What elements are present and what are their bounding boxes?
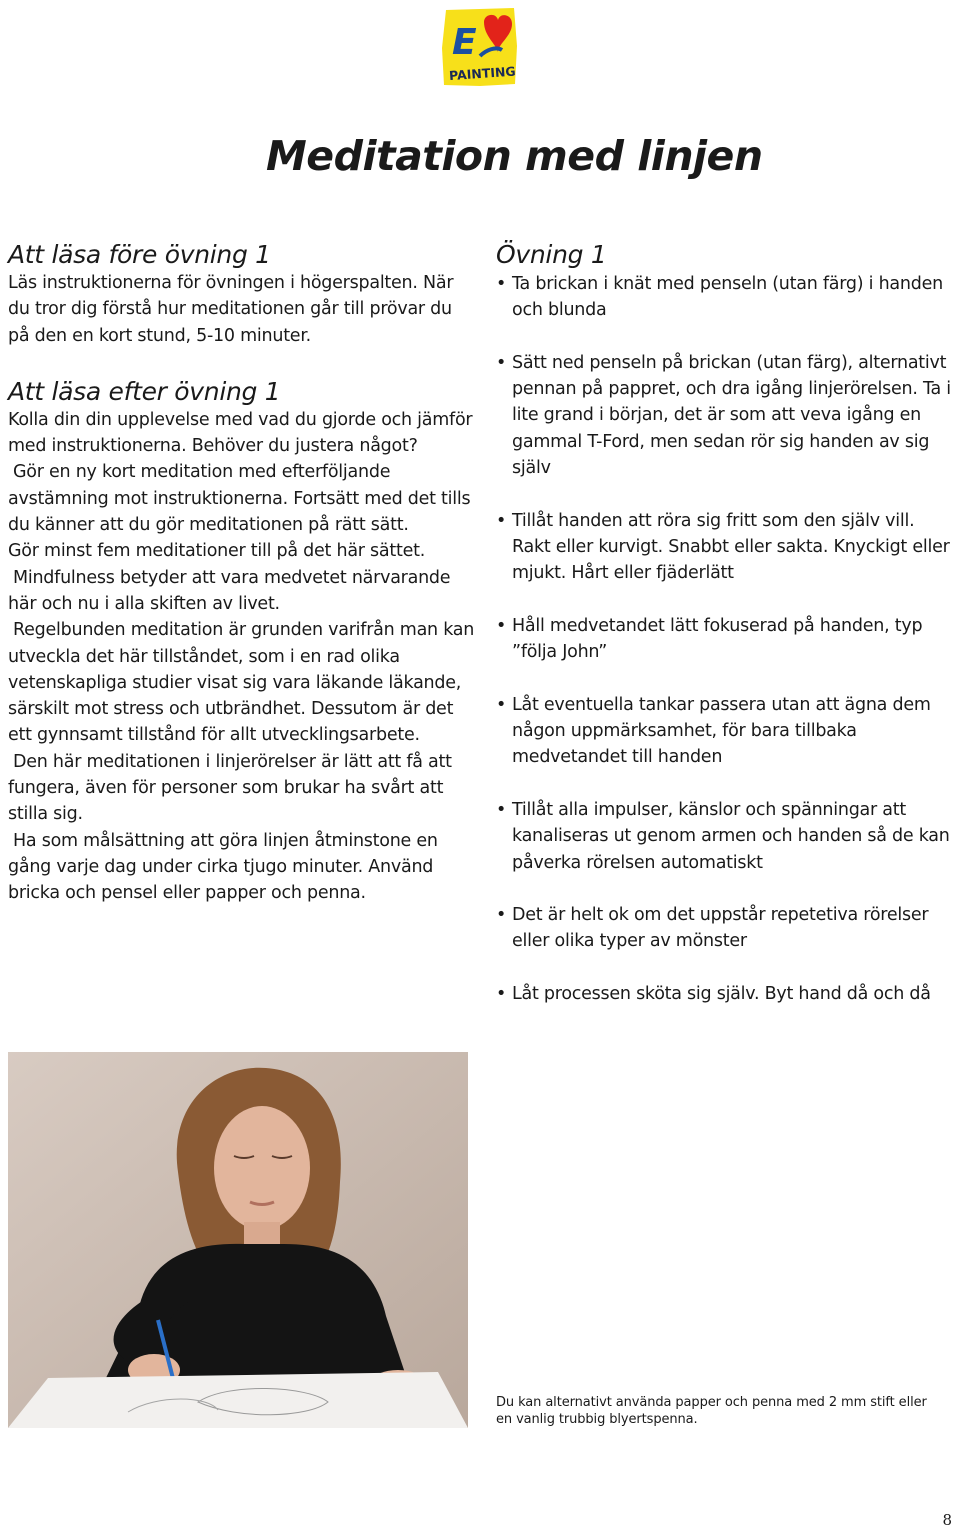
paragraph-mindfulness: Mindfulness betyder att vara medvetet närvarande här och nu i alla skiften av livet.	[8, 567, 451, 614]
paragraph-regular-meditation: Regelbunden meditation är grunden varifrån man kan utveckla det här tillståndet, som i en rad olika vetenskapliga studier visat sig vara läkande läkande, särskilt mot stress och utbrändhet. Dessutom är det ett gynnsamt tillstånd för allt utvecklingsarbete.	[8, 620, 475, 746]
list-item-text: Håll medvetandet lätt fokuserad på handen, typ ”följa John”	[512, 615, 923, 663]
list-item	[496, 271, 956, 324]
exercise-steps-list	[496, 271, 956, 1007]
paragraph-five-meditations: Gör minst fem meditationer till på det här sättet.	[8, 541, 426, 562]
list-item-text: Låt processen sköta sig själv. Byt hand då och då	[512, 984, 931, 1005]
list-item-text: Tillåt handen att röra sig fritt som den själv vill. Rakt eller kurvigt. Snabbt eller sakta. Knyckigt eller mjukt. Hårt eller fjäderlätt	[512, 510, 950, 584]
ec-painting-logo	[440, 6, 520, 88]
list-item	[496, 508, 956, 587]
bullet-icon: •	[496, 799, 507, 820]
bullet-icon: •	[496, 510, 507, 531]
bullet-icon: •	[496, 905, 507, 926]
list-item	[496, 797, 956, 876]
heading-before-exercise: Att läsa före övning 1	[8, 240, 271, 269]
svg-text:E: E	[452, 22, 477, 63]
heading-exercise-1: Övning 1	[496, 240, 607, 269]
photo-illustration	[8, 1052, 468, 1428]
list-item	[496, 613, 956, 666]
paragraph-line-meditation: Den här meditationen i linjerörelser är lätt att få att fungera, även för personer som brukar ha svårt att stilla sig.	[8, 751, 452, 825]
logo-graphic	[440, 6, 520, 88]
list-item-text: Tillåt alla impulser, känslor och spänningar att kanaliseras ut genom armen och handen så de kan påverka rörelsen automatiskt	[512, 799, 950, 873]
list-item	[496, 350, 956, 481]
list-item	[496, 692, 956, 771]
heading-after-exercise: Att läsa efter övning 1	[8, 376, 281, 406]
list-item-text: Det är helt ok om det uppstår repetetiva rörelser eller olika typer av mönster	[512, 905, 929, 952]
right-column	[496, 240, 956, 1034]
paragraph-compare: Kolla din din upplevelse med vad du gjorde och jämför med instruktionerna. Behöver du justera något?	[8, 409, 473, 457]
left-column	[8, 240, 478, 907]
bullet-icon: •	[496, 352, 507, 373]
photo-caption: Du kan alternativt använda papper och penna med 2 mm stift eller en vanlig trubbig blyertspenna.	[496, 1395, 927, 1427]
bullet-icon: •	[496, 984, 507, 1005]
list-item-text: Sätt ned penseln på brickan (utan färg), alternativt pennan på pappret, och dra igång linjerörelsen. Ta i lite grand i början, det är som att veva igång en gammal T-Ford, men sedan rör sig handen av sig själv	[512, 352, 951, 479]
list-item	[496, 981, 956, 1007]
bullet-icon: •	[496, 615, 507, 636]
svg-text:PAINTING: PAINTING	[448, 63, 517, 84]
paragraph-goal: Ha som målsättning att göra linjen åtminstone en gång varje dag under cirka tjugo minuter. Använd bricka och pensel eller papper och penna.	[8, 830, 438, 904]
list-item-text: Ta brickan i knät med penseln (utan färg) i handen och blunda	[512, 274, 943, 321]
page-number: 8	[942, 1511, 952, 1529]
bullet-icon: •	[496, 694, 507, 715]
paragraph-before-exercise: Läs instruktionerna för övningen i högerspalten. När du tror dig förstå hur meditationen går till prövar du på den en kort stund, 5-10 minuter.	[8, 273, 454, 346]
list-item-text: Låt eventuella tankar passera utan att ägna dem någon uppmärksamhet, för bara tillbaka medvetandet till handen	[512, 694, 931, 768]
list-item	[496, 902, 956, 955]
bullet-icon: •	[496, 274, 507, 294]
page-title: Meditation med linjen	[266, 132, 763, 180]
meditation-photo	[8, 1052, 468, 1428]
paragraph-new-meditation: Gör en ny kort meditation med efterföljande avstämning mot instruktionerna. Fortsätt med det tills du känner att du gör meditationen på rätt sätt.	[8, 462, 471, 536]
